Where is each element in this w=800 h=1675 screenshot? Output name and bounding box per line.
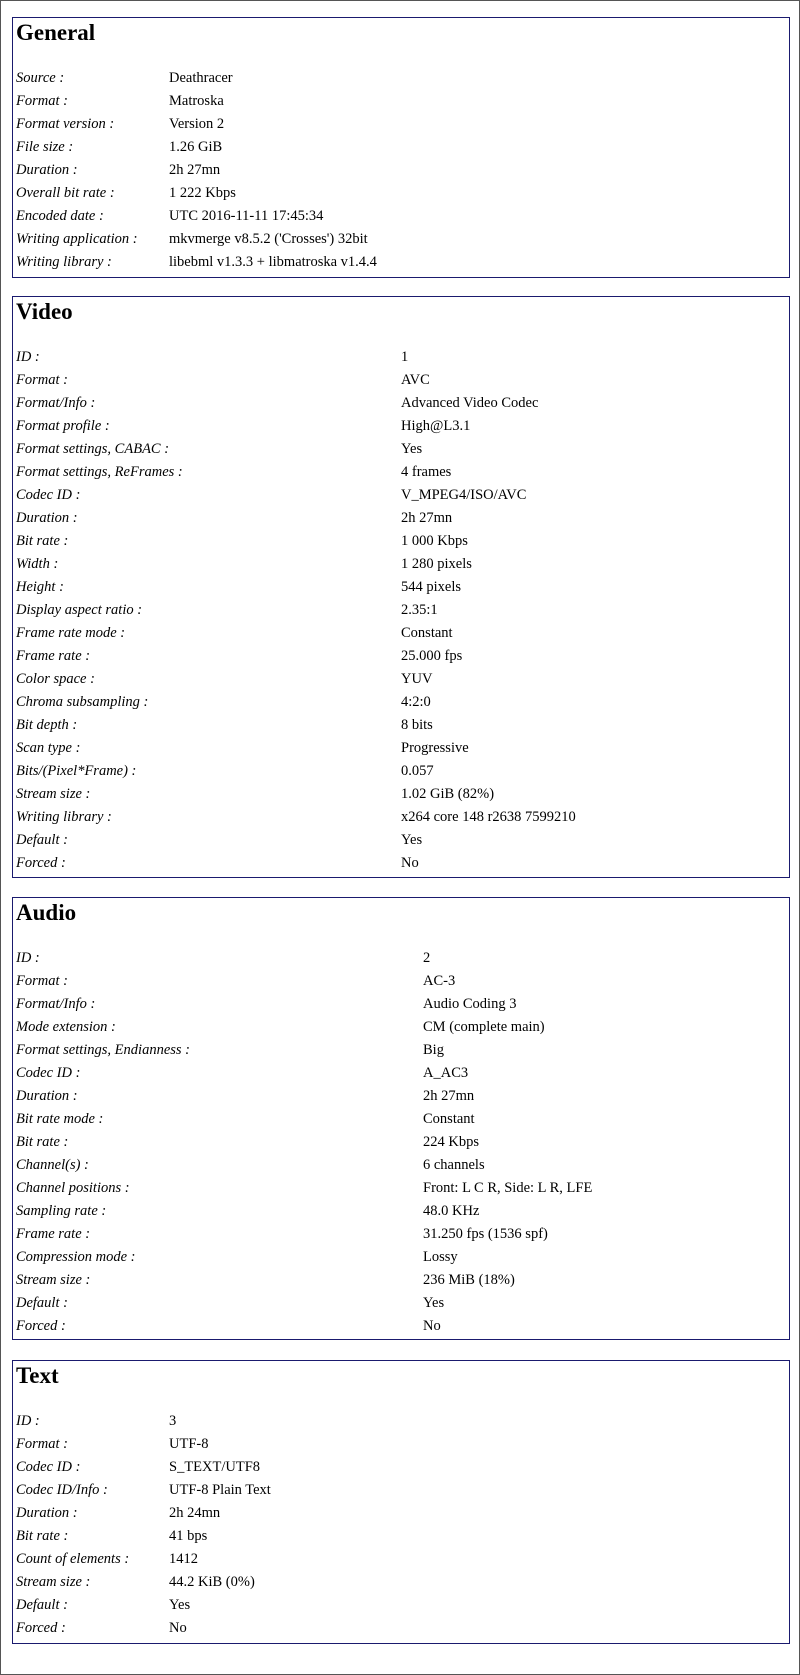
field-label: Frame rate mode : bbox=[16, 625, 126, 641]
info-row bbox=[16, 90, 785, 113]
section-title: Video bbox=[16, 299, 73, 324]
field-label: Frame rate : bbox=[16, 648, 91, 664]
field-value: Version 2 bbox=[169, 116, 225, 132]
field-value: Advanced Video Codec bbox=[401, 395, 539, 411]
field-label: Codec ID : bbox=[16, 1459, 81, 1475]
info-row bbox=[16, 714, 785, 737]
field-label: Format settings, ReFrames : bbox=[16, 464, 183, 480]
field-label: Writing library : bbox=[16, 254, 112, 270]
field-label: Codec ID/Info : bbox=[16, 1482, 108, 1498]
field-label: Overall bit rate : bbox=[16, 185, 115, 201]
audio-section bbox=[12, 897, 790, 1340]
field-label: Stream size : bbox=[16, 1272, 91, 1288]
field-value: Audio Coding 3 bbox=[423, 996, 517, 1012]
field-value: Big bbox=[423, 1042, 444, 1058]
field-value: CM (complete main) bbox=[423, 1019, 545, 1035]
info-rows bbox=[16, 947, 785, 1338]
field-label: Format profile : bbox=[16, 418, 110, 434]
field-label: ID : bbox=[16, 950, 40, 966]
info-row bbox=[16, 691, 785, 714]
info-row bbox=[16, 1154, 785, 1177]
info-row bbox=[16, 668, 785, 691]
info-row bbox=[16, 228, 785, 251]
info-row bbox=[16, 760, 785, 783]
field-value: Deathracer bbox=[169, 70, 233, 86]
info-row bbox=[16, 369, 785, 392]
field-label: Default : bbox=[16, 1597, 68, 1613]
field-label: Scan type : bbox=[16, 740, 81, 756]
info-row bbox=[16, 484, 785, 507]
field-value: No bbox=[169, 1620, 187, 1636]
info-row bbox=[16, 251, 785, 274]
field-label: Duration : bbox=[16, 1505, 78, 1521]
field-label: Bit depth : bbox=[16, 717, 78, 733]
field-label: Format : bbox=[16, 93, 68, 109]
info-row bbox=[16, 576, 785, 599]
field-value: 1 280 pixels bbox=[401, 556, 472, 572]
field-label: Sampling rate : bbox=[16, 1203, 107, 1219]
info-row bbox=[16, 947, 785, 970]
field-label: Forced : bbox=[16, 855, 66, 871]
info-row bbox=[16, 67, 785, 90]
info-row bbox=[16, 783, 785, 806]
field-label: Format settings, CABAC : bbox=[16, 441, 170, 457]
field-label: Format/Info : bbox=[16, 395, 96, 411]
field-label: Source : bbox=[16, 70, 65, 86]
field-value: 1412 bbox=[169, 1551, 198, 1567]
field-value: 1 bbox=[401, 349, 409, 365]
info-rows bbox=[16, 346, 785, 875]
field-value: 1.26 GiB bbox=[169, 139, 223, 155]
field-value: mkvmerge v8.5.2 ('Crosses') 32bit bbox=[169, 231, 368, 247]
field-label: Bits/(Pixel*Frame) : bbox=[16, 763, 137, 779]
info-row bbox=[16, 346, 785, 369]
field-value: 4 frames bbox=[401, 464, 452, 480]
field-value: 8 bits bbox=[401, 717, 433, 733]
info-row bbox=[16, 599, 785, 622]
field-label: Format/Info : bbox=[16, 996, 96, 1012]
field-label: Format : bbox=[16, 372, 68, 388]
field-label: Format settings, Endianness : bbox=[16, 1042, 190, 1058]
field-value: A_AC3 bbox=[423, 1065, 469, 1081]
info-row bbox=[16, 438, 785, 461]
video-section bbox=[12, 296, 790, 878]
info-row bbox=[16, 622, 785, 645]
field-value: Front: L C R, Side: L R, LFE bbox=[423, 1180, 593, 1196]
info-rows bbox=[16, 67, 785, 274]
info-row bbox=[16, 993, 785, 1016]
info-row bbox=[16, 392, 785, 415]
field-value: UTC 2016-11-11 17:45:34 bbox=[169, 208, 324, 224]
info-row bbox=[16, 461, 785, 484]
field-value: Yes bbox=[423, 1295, 445, 1311]
field-value: 2 bbox=[423, 950, 431, 966]
info-rows bbox=[16, 1410, 785, 1640]
info-row bbox=[16, 806, 785, 829]
field-label: Stream size : bbox=[16, 786, 91, 802]
field-value: 41 bps bbox=[169, 1528, 208, 1544]
info-row bbox=[16, 1315, 785, 1338]
field-value: libebml v1.3.3 + libmatroska v1.4.4 bbox=[169, 254, 377, 270]
info-row bbox=[16, 1617, 785, 1640]
info-row bbox=[16, 507, 785, 530]
section-title: Audio bbox=[16, 900, 77, 925]
field-value: Progressive bbox=[401, 740, 469, 756]
field-value: Matroska bbox=[169, 93, 224, 109]
field-label: Bit rate : bbox=[16, 1528, 69, 1544]
info-row bbox=[16, 1016, 785, 1039]
field-value: 2h 24mn bbox=[169, 1505, 221, 1521]
info-row bbox=[16, 1223, 785, 1246]
info-row bbox=[16, 136, 785, 159]
field-value: AVC bbox=[401, 372, 430, 388]
field-value: Constant bbox=[401, 625, 453, 641]
field-value: 2h 27mn bbox=[423, 1088, 475, 1104]
info-row bbox=[16, 1085, 785, 1108]
info-row bbox=[16, 1131, 785, 1154]
field-label: ID : bbox=[16, 349, 40, 365]
field-label: Bit rate : bbox=[16, 533, 69, 549]
field-label: Width : bbox=[16, 556, 59, 572]
field-value: AC-3 bbox=[423, 973, 456, 989]
field-value: YUV bbox=[401, 671, 433, 687]
info-row bbox=[16, 1269, 785, 1292]
field-value: 2h 27mn bbox=[401, 510, 453, 526]
info-row bbox=[16, 737, 785, 760]
field-value: 31.250 fps (1536 spf) bbox=[423, 1226, 548, 1242]
field-value: 1 222 Kbps bbox=[169, 185, 236, 201]
field-label: Channel positions : bbox=[16, 1180, 130, 1196]
info-row bbox=[16, 113, 785, 136]
info-row bbox=[16, 1456, 785, 1479]
field-value: Yes bbox=[401, 441, 423, 457]
field-label: Format version : bbox=[16, 116, 115, 132]
info-row bbox=[16, 970, 785, 993]
info-row bbox=[16, 852, 785, 875]
field-value: 6 channels bbox=[423, 1157, 485, 1173]
info-row bbox=[16, 1502, 785, 1525]
field-label: Frame rate : bbox=[16, 1226, 91, 1242]
field-label: Forced : bbox=[16, 1318, 66, 1334]
info-row bbox=[16, 1433, 785, 1456]
general-section bbox=[12, 17, 790, 278]
field-value: 224 Kbps bbox=[423, 1134, 479, 1150]
field-value: Yes bbox=[169, 1597, 191, 1613]
field-label: Height : bbox=[16, 579, 64, 595]
info-row bbox=[16, 1292, 785, 1315]
info-row bbox=[16, 415, 785, 438]
field-value: 44.2 KiB (0%) bbox=[169, 1574, 255, 1590]
field-label: Channel(s) : bbox=[16, 1157, 89, 1173]
info-row bbox=[16, 1177, 785, 1200]
field-value: 25.000 fps bbox=[401, 648, 463, 664]
info-row bbox=[16, 1200, 785, 1223]
field-value: 48.0 KHz bbox=[423, 1203, 480, 1219]
field-label: Codec ID : bbox=[16, 487, 81, 503]
field-label: Duration : bbox=[16, 510, 78, 526]
field-label: Mode extension : bbox=[16, 1019, 116, 1035]
field-label: Color space : bbox=[16, 671, 95, 687]
field-label: File size : bbox=[16, 139, 74, 155]
info-row bbox=[16, 1410, 785, 1433]
field-label: Encoded date : bbox=[16, 208, 104, 224]
text-section bbox=[12, 1360, 790, 1644]
field-label: Forced : bbox=[16, 1620, 66, 1636]
field-label: Writing library : bbox=[16, 809, 112, 825]
field-value: Yes bbox=[401, 832, 423, 848]
field-value: 1.02 GiB (82%) bbox=[401, 786, 495, 802]
field-label: Writing application : bbox=[16, 231, 138, 247]
field-label: Chroma subsampling : bbox=[16, 694, 149, 710]
field-label: ID : bbox=[16, 1413, 40, 1429]
field-value: V_MPEG4/ISO/AVC bbox=[401, 487, 527, 503]
info-row bbox=[16, 1039, 785, 1062]
info-row bbox=[16, 1062, 785, 1085]
field-value: UTF-8 bbox=[169, 1436, 209, 1452]
field-label: Duration : bbox=[16, 162, 78, 178]
info-row bbox=[16, 1594, 785, 1617]
field-value: UTF-8 Plain Text bbox=[169, 1482, 271, 1498]
section-title: Text bbox=[16, 1363, 59, 1388]
field-label: Compression mode : bbox=[16, 1249, 136, 1265]
field-value: No bbox=[401, 855, 419, 871]
field-value: High@L3.1 bbox=[401, 418, 471, 434]
field-label: Display aspect ratio : bbox=[16, 602, 143, 618]
field-label: Default : bbox=[16, 832, 68, 848]
field-label: Bit rate mode : bbox=[16, 1111, 104, 1127]
info-row bbox=[16, 530, 785, 553]
info-row bbox=[16, 182, 785, 205]
field-value: No bbox=[423, 1318, 441, 1334]
field-label: Stream size : bbox=[16, 1574, 91, 1590]
field-value: 1 000 Kbps bbox=[401, 533, 468, 549]
info-row bbox=[16, 829, 785, 852]
info-row bbox=[16, 1548, 785, 1571]
field-label: Codec ID : bbox=[16, 1065, 81, 1081]
info-row bbox=[16, 1108, 785, 1131]
info-row bbox=[16, 159, 785, 182]
field-label: Default : bbox=[16, 1295, 68, 1311]
info-row bbox=[16, 205, 785, 228]
field-value: 4:2:0 bbox=[401, 694, 431, 710]
field-label: Bit rate : bbox=[16, 1134, 69, 1150]
field-value: Lossy bbox=[423, 1249, 458, 1265]
field-value: Constant bbox=[423, 1111, 475, 1127]
info-row bbox=[16, 553, 785, 576]
info-row bbox=[16, 1571, 785, 1594]
field-value: 3 bbox=[169, 1413, 177, 1429]
info-row bbox=[16, 1246, 785, 1269]
field-value: S_TEXT/UTF8 bbox=[169, 1459, 261, 1475]
field-value: 544 pixels bbox=[401, 579, 462, 595]
field-value: 2h 27mn bbox=[169, 162, 221, 178]
info-row bbox=[16, 1525, 785, 1548]
info-row bbox=[16, 1479, 785, 1502]
info-row bbox=[16, 645, 785, 668]
section-title: General bbox=[16, 20, 96, 45]
field-label: Duration : bbox=[16, 1088, 78, 1104]
field-label: Format : bbox=[16, 973, 68, 989]
field-label: Format : bbox=[16, 1436, 68, 1452]
field-label: Count of elements : bbox=[16, 1551, 130, 1567]
field-value: 236 MiB (18%) bbox=[423, 1272, 515, 1288]
field-value: 2.35:1 bbox=[401, 602, 438, 618]
field-value: x264 core 148 r2638 7599210 bbox=[401, 809, 576, 825]
field-value: 0.057 bbox=[401, 763, 434, 779]
